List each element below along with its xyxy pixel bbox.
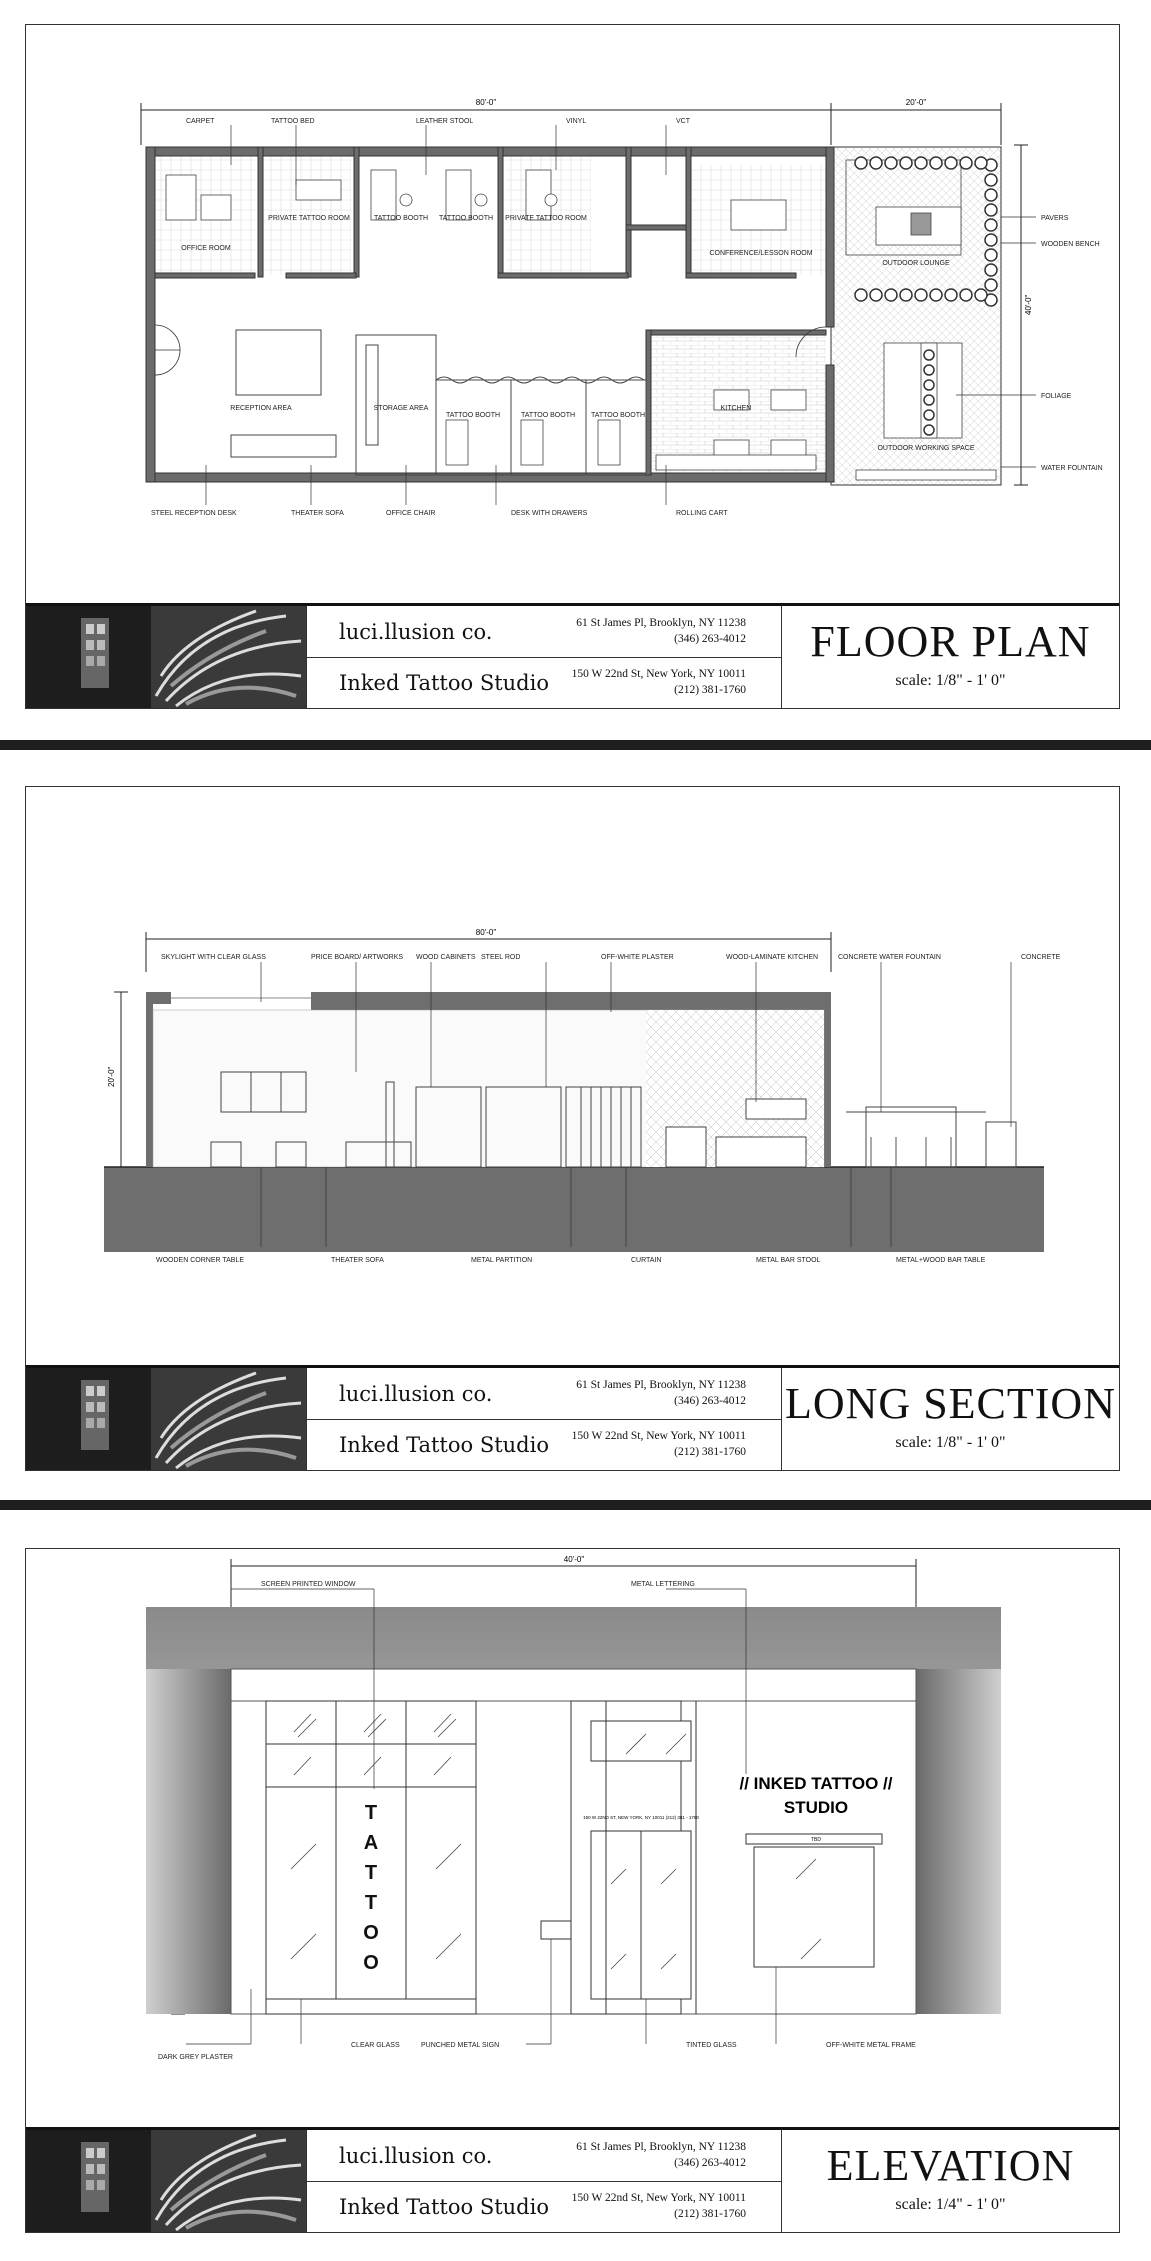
studio-address: 150 W 22nd St, New York, NY 10011 bbox=[571, 1430, 746, 1442]
title-block-photo bbox=[26, 606, 306, 708]
label-off-white-metal-frame: OFF-WHITE METAL FRAME bbox=[826, 2042, 916, 2049]
door-address-text: 150 W 22ND ST, NEW YORK, NY 10011 (212) 381 - 1760 bbox=[583, 1815, 699, 1820]
firm-phone: (346) 263-4012 bbox=[674, 1395, 746, 1407]
room-storage: STORAGE AREA bbox=[373, 405, 429, 412]
firm-address: 61 St James Pl, Brooklyn, NY 11238 bbox=[576, 617, 746, 629]
section-width-dim: 80'-0" bbox=[475, 928, 497, 937]
title-block-photo bbox=[26, 1368, 306, 1470]
studio-address: 150 W 22nd St, New York, NY 10011 bbox=[571, 668, 746, 680]
studio-phone: (212) 381-1760 bbox=[674, 1446, 746, 1458]
sheet-title-cell bbox=[782, 1368, 1119, 1470]
room-outdoor-working: OUTDOOR WORKING SPACE bbox=[877, 445, 975, 452]
elevation-sheet bbox=[25, 1548, 1120, 2233]
sheet-scale: scale: 1/4" - 1' 0" bbox=[895, 2196, 1006, 2213]
room-private-tattoo-1: PRIVATE TATTOO ROOM bbox=[268, 215, 350, 222]
label-wooden-corner-table: WOODEN CORNER TABLE bbox=[156, 1257, 245, 1264]
plan-outdoor-width-dim: 20'-0" bbox=[905, 98, 927, 107]
firm-phone: (346) 263-4012 bbox=[674, 2157, 746, 2169]
sheet-divider bbox=[0, 1500, 1151, 1510]
label-curtain: CURTAIN bbox=[631, 1257, 662, 1264]
sign-line-1: // INKED TATTOO // bbox=[739, 1774, 893, 1793]
sheet-divider bbox=[0, 740, 1151, 750]
label-dark-grey-plaster: DARK GREY PLASTER bbox=[158, 2054, 233, 2061]
firm-phone: (346) 263-4012 bbox=[674, 633, 746, 645]
room-reception: RECEPTION AREA bbox=[230, 405, 292, 412]
sheet-title: ELEVATION bbox=[826, 2141, 1075, 2190]
label-pavers: PAVERS bbox=[1041, 215, 1069, 222]
floor-plan-sheet bbox=[25, 24, 1120, 709]
label-price-board: PRICE BOARD/ ARTWORKS bbox=[311, 954, 404, 961]
studio-phone: (212) 381-1760 bbox=[674, 2208, 746, 2220]
label-wooden-bench: WOODEN BENCH bbox=[1041, 241, 1100, 248]
label-wood-laminate-kitchen: WOOD-LAMINATE KITCHEN bbox=[726, 954, 819, 961]
label-desk-with-drawers: DESK WITH DRAWERS bbox=[511, 510, 588, 517]
room-office: OFFICE ROOM bbox=[181, 245, 231, 252]
firm-name: luci.llusion co. bbox=[339, 2144, 493, 2168]
room-tattoo-booth-4: TATTOO BOOTH bbox=[520, 412, 576, 419]
studio-contact bbox=[546, 1428, 746, 1460]
room-tattoo-booth-1: TATTOO BOOTH bbox=[373, 215, 429, 222]
room-conference: CONFERENCE/LESSON ROOM bbox=[709, 250, 813, 257]
firm-address: 61 St James Pl, Brooklyn, NY 11238 bbox=[576, 2141, 746, 2153]
firm-name: luci.llusion co. bbox=[339, 1382, 493, 1406]
label-concrete: CONCRETE bbox=[1021, 954, 1061, 961]
label-tattoo-bed: TATTOO BED bbox=[271, 118, 315, 125]
label-foliage: FOLIAGE bbox=[1041, 393, 1072, 400]
title-block-photo bbox=[26, 2130, 306, 2232]
studio-contact bbox=[546, 2190, 746, 2222]
sign-line-2: STUDIO bbox=[783, 1798, 849, 1817]
sheet-title-cell bbox=[782, 606, 1119, 708]
window-letter-2: A bbox=[363, 1832, 379, 1854]
label-rolling-cart: ROLLING CART bbox=[676, 510, 728, 517]
label-office-chair: OFFICE CHAIR bbox=[386, 510, 436, 517]
firm-address: 61 St James Pl, Brooklyn, NY 11238 bbox=[576, 1379, 746, 1391]
firm-contact bbox=[546, 2139, 746, 2171]
sheet-title: LONG SECTION bbox=[785, 1379, 1116, 1428]
title-block-info bbox=[306, 2130, 782, 2232]
label-concrete-fountain: CONCRETE WATER FOUNTAIN bbox=[838, 954, 941, 961]
studio-address: 150 W 22nd St, New York, NY 10011 bbox=[571, 2192, 746, 2204]
label-off-white-plaster: OFF-WHITE PLASTER bbox=[601, 954, 674, 961]
studio-name: Inked Tattoo Studio bbox=[339, 1433, 549, 1457]
sheet-scale: scale: 1/8" - 1' 0" bbox=[895, 1434, 1006, 1451]
label-metal-lettering: METAL LETTERING bbox=[631, 1581, 695, 1588]
title-block bbox=[26, 2127, 1119, 2232]
room-private-tattoo-2: PRIVATE TATTOO ROOM bbox=[505, 215, 587, 222]
sheet-title-cell bbox=[782, 2130, 1119, 2232]
label-punched-metal-sign: PUNCHED METAL SIGN bbox=[421, 2042, 500, 2049]
label-clear-glass: CLEAR GLASS bbox=[351, 2042, 400, 2049]
label-vct: VCT bbox=[676, 118, 690, 125]
title-block-info bbox=[306, 1368, 782, 1470]
firm-contact bbox=[546, 615, 746, 647]
room-kitchen: KITCHEN bbox=[720, 405, 752, 412]
label-theater-sofa: THEATER SOFA bbox=[291, 510, 344, 517]
label-skylight: SKYLIGHT WITH CLEAR GLASS bbox=[161, 954, 266, 961]
floor-plan-drawing bbox=[26, 25, 1119, 600]
label-metal-bar-stool: METAL BAR STOOL bbox=[756, 1257, 821, 1264]
long-section-drawing bbox=[26, 787, 1119, 1362]
title-block bbox=[26, 603, 1119, 708]
long-section-sheet bbox=[25, 786, 1120, 1471]
label-bar-table: METAL+WOOD BAR TABLE bbox=[896, 1257, 986, 1264]
studio-name: Inked Tattoo Studio bbox=[339, 671, 549, 695]
label-water-fountain: WATER FOUNTAIN bbox=[1041, 465, 1103, 472]
label-carpet: CARPET bbox=[186, 118, 215, 125]
window-letter-5: O bbox=[363, 1922, 379, 1944]
label-theater-sofa: THEATER SOFA bbox=[331, 1257, 384, 1264]
title-block bbox=[26, 1365, 1119, 1470]
room-tattoo-booth-5: TATTOO BOOTH bbox=[590, 412, 646, 419]
room-tattoo-booth-3: TATTOO BOOTH bbox=[445, 412, 501, 419]
studio-name: Inked Tattoo Studio bbox=[339, 2195, 549, 2219]
sign-plaque-text: TBD bbox=[811, 1837, 821, 1843]
window-letter-1: T bbox=[364, 1802, 378, 1824]
label-vinyl: VINYL bbox=[566, 118, 587, 125]
label-metal-partition: METAL PARTITION bbox=[471, 1257, 533, 1264]
window-letter-3: T bbox=[364, 1862, 378, 1884]
label-steel-rod: STEEL ROD bbox=[481, 954, 521, 961]
plan-depth-dim: 40'-0" bbox=[1024, 294, 1033, 315]
title-block-info bbox=[306, 606, 782, 708]
section-height-dim: 20'-0" bbox=[107, 1066, 116, 1087]
label-wood-cabinets: WOOD CABINETS bbox=[416, 954, 476, 961]
sheet-title: FLOOR PLAN bbox=[810, 617, 1091, 666]
firm-name: luci.llusion co. bbox=[339, 620, 493, 644]
sheet-scale: scale: 1/8" - 1' 0" bbox=[895, 672, 1006, 689]
studio-phone: (212) 381-1760 bbox=[674, 684, 746, 696]
label-leather-stool: LEATHER STOOL bbox=[416, 118, 474, 125]
label-tinted-glass: TINTED GLASS bbox=[686, 2042, 737, 2049]
room-outdoor-lounge: OUTDOOR LOUNGE bbox=[882, 260, 950, 267]
studio-contact bbox=[546, 666, 746, 698]
label-steel-reception-desk: STEEL RECEPTION DESK bbox=[151, 510, 237, 517]
elevation-width-dim: 40'-0" bbox=[563, 1555, 585, 1564]
plan-width-dim: 80'-0" bbox=[475, 98, 497, 107]
room-tattoo-booth-2: TATTOO BOOTH bbox=[438, 215, 494, 222]
firm-contact bbox=[546, 1377, 746, 1409]
label-screen-printed-window: SCREEN PRINTED WINDOW bbox=[261, 1581, 356, 1588]
window-letter-4: T bbox=[364, 1892, 378, 1914]
window-letter-6: O bbox=[363, 1952, 379, 1974]
elevation-drawing bbox=[26, 1549, 1119, 2124]
